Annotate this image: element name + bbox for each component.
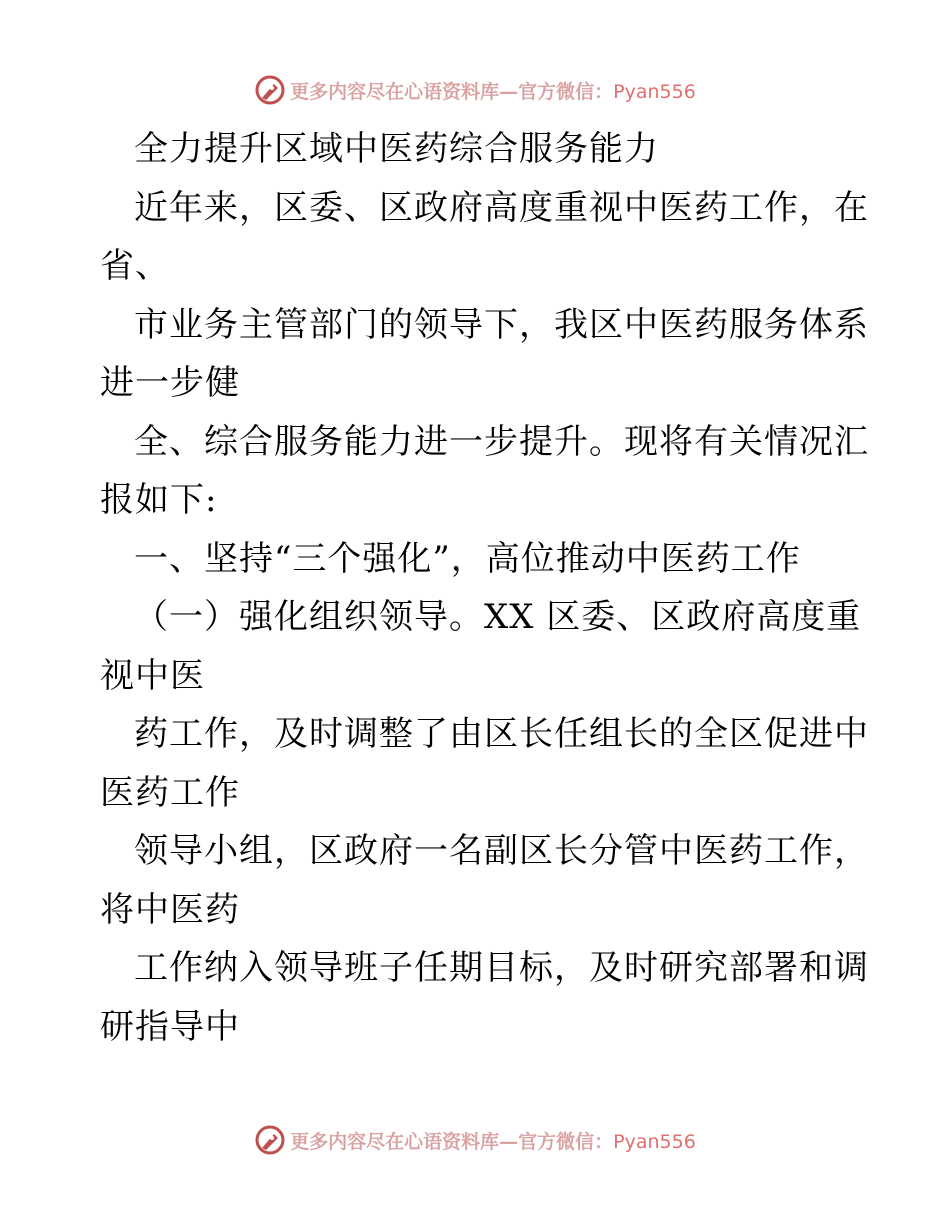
document-title: 全力提升区域中医药综合服务能力 [134,129,659,169]
header-banner-text: 更多内容尽在心语资料库—官方微信：Pyan556 [290,80,696,103]
footer-wechat-id: Pyan556 [613,1130,696,1153]
header-wechat-id: Pyan556 [613,80,696,103]
paragraph-line: 将中医药 [100,889,240,930]
pen-nib-logo-icon [254,1124,286,1156]
footer-banner-text: 更多内容尽在心语资料库—官方微信：Pyan556 [290,1130,696,1153]
paragraph-line: （一）强化组织领导。XX 区委、区政府高度重 [134,597,862,637]
paragraph-line: 领导小组，区政府一名副区长分管中医药工作， [134,831,869,871]
paragraph-line: 医药工作 [100,772,240,813]
section-heading: 一、坚持“三个强化”，高位推动中医药工作 [134,538,801,579]
paragraph-line: 进一步健 [100,363,240,403]
paragraph-line: 报如下: [100,480,218,520]
paragraph-line: 市业务主管部门的领导下，我区中医药服务体系 [134,304,869,345]
header-banner [0,70,950,110]
document-body [100,120,869,1056]
paragraph-line: 近年来，区委、区政府高度重视中医药工作，在 [134,187,869,228]
footer-banner [0,1120,950,1160]
pen-nib-logo-icon [254,74,286,106]
paragraph-line: 药工作，及时调整了由区长任组长的全区促进中 [134,714,869,754]
paragraph-line: 视中医 [100,655,205,696]
paragraph-line: 工作纳入领导班子任期目标，及时研究部署和调 [134,948,869,988]
paragraph-line: 全、综合服务能力进一步提升。现将有关情况汇 [134,421,869,462]
paragraph-line: 省、 [100,246,170,286]
paragraph-line: 研指导中 [100,1006,240,1047]
